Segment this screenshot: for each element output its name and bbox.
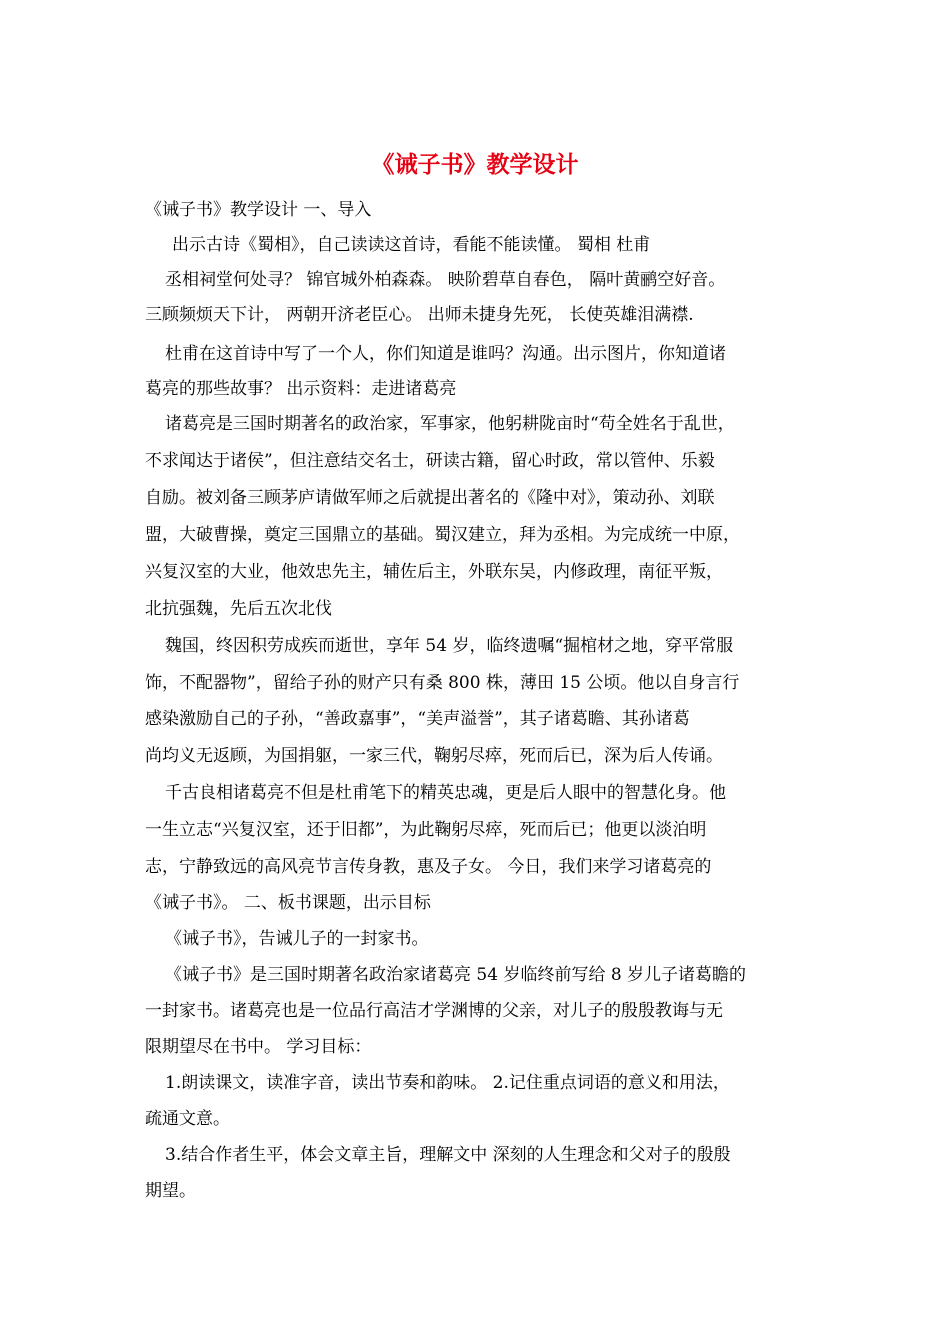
text-line: 不求闻达于诸侯”，但注意结交名士，研读古籍，留心时政，常以管仲、乐毅 [145,451,715,471]
text-line: 杜甫在这首诗中写了一个人，你们知道是谁吗？沟通。出示图片，你知道诸 [165,344,726,364]
text-line: 《诫子书》教学设计 一、导入 [145,200,372,220]
text-line: 尚均义无返顾，为国捐躯，一家三代，鞠躬尽瘁，死而后已，深为后人传诵。 [145,746,723,766]
text-line: 千古良相诸葛亮不但是杜甫笔下的精英忠魂，更是后人眼中的智慧化身。他 [165,783,726,803]
text-line: 自励。被刘备三顾茅庐请做军师之后就提出著名的《隆中对》，策动孙、刘联 [145,488,715,508]
text-line: 疏通文意。 [145,1109,230,1129]
text-line: 期望。 [145,1181,196,1201]
text-line: 兴复汉室的大业，他效忠先主，辅佐后主，外联东吴，内修政理，南征平叛， [145,562,723,582]
text-line: 出示古诗《蜀相》，自己读读这首诗，看能不能读懂。 蜀相 杜甫 [172,235,651,255]
text-line: 感染激励自己的子孙，“善政嘉事”，“美声溢誉”，其子诸葛瞻、其孙诸葛 [145,709,690,729]
text-line: 一生立志“兴复汉室，还于旧都”，为此鞠躬尽瘁，死而后已；他更以淡泊明 [145,820,707,840]
text-line: 北抗强魏，先后五次北伐 [145,599,332,619]
text-line: 三顾频烦天下计， 两朝开济老臣心。 出师未捷身先死， 长使英雄泪满襟. [145,305,694,325]
text-line: 诸葛亮是三国时期著名的政治家，军事家，他躬耕陇亩时“苟全姓名于乱世， [165,414,735,434]
document-title: 《诫子书》教学设计 [371,151,579,178]
text-line: 丞相祠堂何处寻？ 锦官城外柏森森。 映阶碧草自春色， 隔叶黄鹂空好音。 [165,270,726,290]
text-line: 魏国，终因积劳成疾而逝世，享年 54 岁，临终遗嘱“掘棺材之地，穿平常服 [165,636,734,656]
text-line: 饰，不配器物”，留给子孙的财产只有桑 800 株，薄田 15 公顷。他以自身言行 [145,673,740,693]
text-line: 《诫子书》。 二、板书课题，出示目标 [145,893,431,913]
text-line: 限期望尽在书中。 学习目标： [145,1037,372,1057]
text-line: 一封家书。诸葛亮也是一位品行高洁才学渊博的父亲，对儿子的殷殷教诲与无 [145,1001,723,1021]
text-line: 《诫子书》是三国时期著名政治家诸葛亮 54 岁临终前写给 8 岁儿子诸葛瞻的 [165,965,747,985]
text-line: 3.结合作者生平，体会文章主旨，理解文中 深刻的人生理念和父对子的殷殷 [165,1145,731,1165]
text-line: 《诫子书》，告诫儿子的一封家书。 [165,929,429,949]
text-line: 盟，大破曹操，奠定三国鼎立的基础。蜀汉建立，拜为丞相。为完成统一中原， [145,525,740,545]
text-line: 志，宁静致远的高风亮节言传身教，惠及子女。 今日，我们来学习诸葛亮的 [145,857,712,877]
text-line: 1.朗读课文，读准字音，读出节奏和韵味。 2.记住重点词语的意义和用法， [165,1073,730,1093]
text-line: 葛亮的那些故事？ 出示资料：走进诸葛亮 [145,379,457,399]
